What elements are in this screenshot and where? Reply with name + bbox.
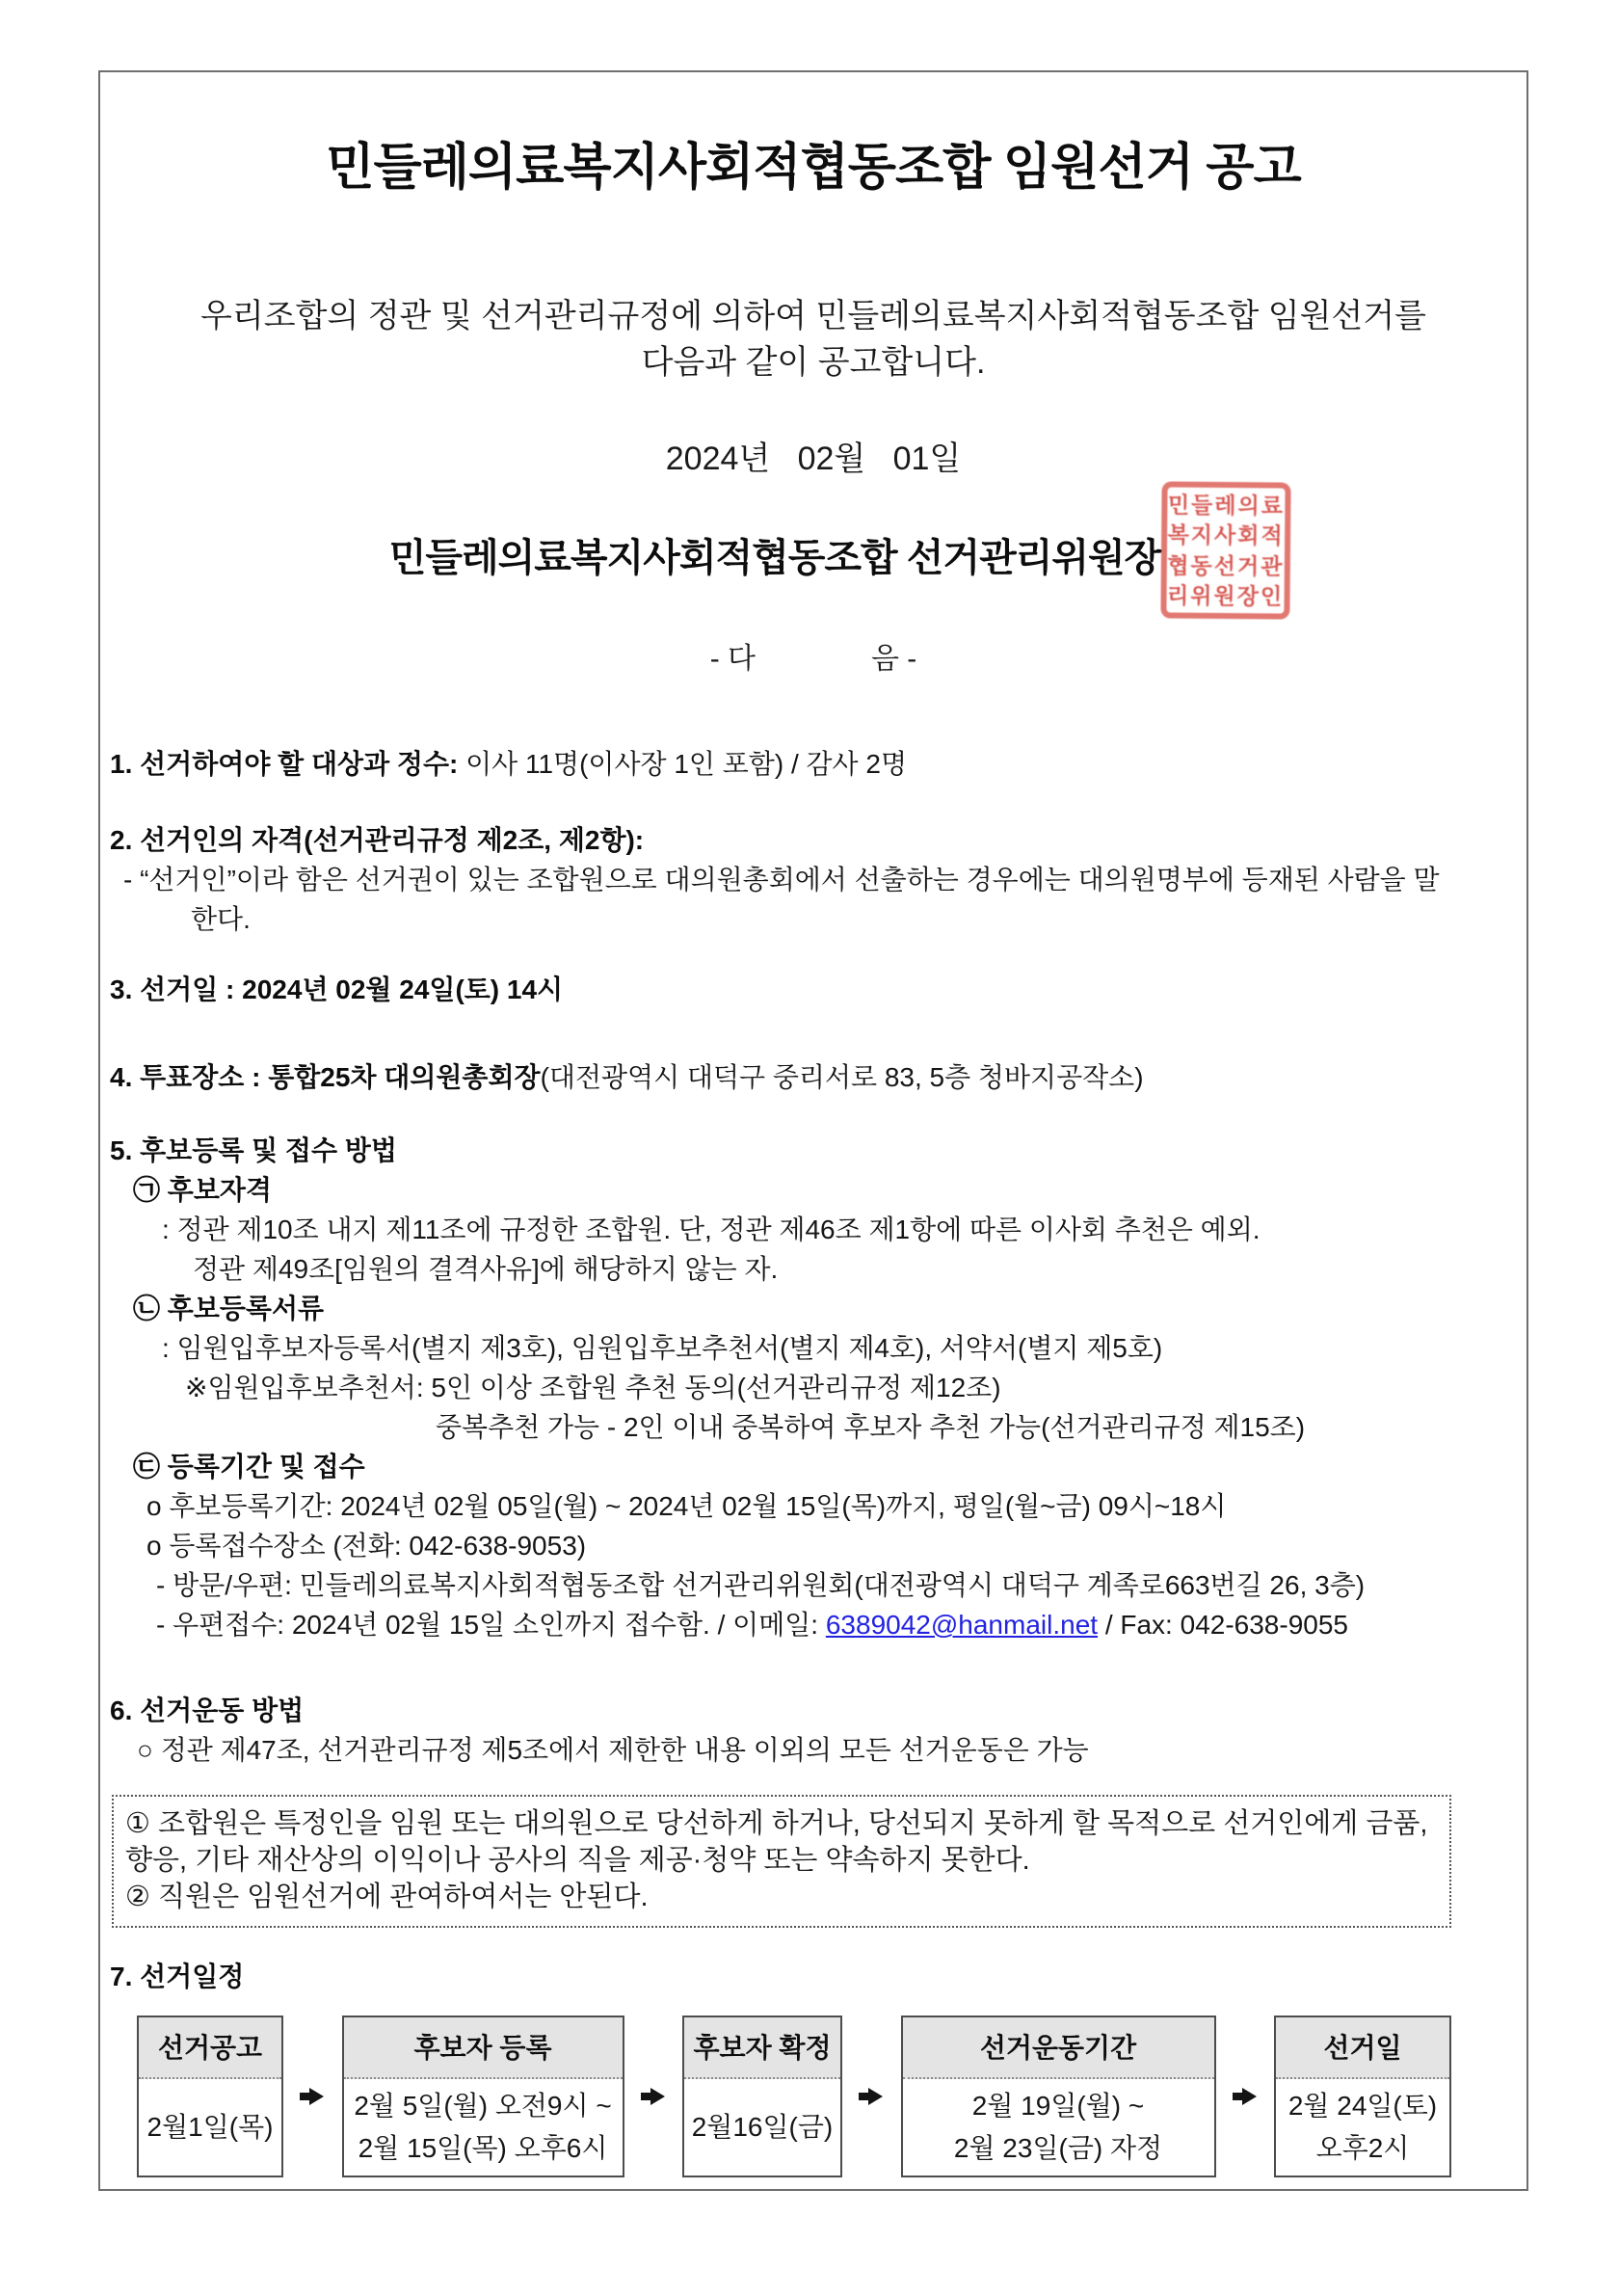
mail-line-prefix: - 우편접수: 2024년 02월 15일 소인까지 접수함. / 이메일: [156,1610,826,1640]
election-schedule-flow [137,2016,1451,2177]
section-5a-line-2: 정관 제49조[임원의 결격사유]에 해당하지 않는 자. [193,1254,779,1284]
section-4 [110,1057,1482,1097]
section-5b-line-2: ※임원입후보추천서: 5인 이상 조합원 추천 동의(선거관리규정 제12조) [185,1373,1001,1402]
issuer-title: 민들레의료복지사회적협동조합 선거관리위원장 [388,537,1161,579]
section-5 [110,1131,1482,1644]
section-7-heading: 7. 선거일정 [110,1962,245,1991]
flow-step-title: 후보자 등록 [344,2017,623,2079]
section-6 [110,1691,1482,1770]
page-title: 민들레의료복지사회적협동조합 임원선거 공고 [326,140,1301,196]
flow-step-line: 2월 19일(월) ~ [971,2091,1145,2121]
seal-row: 복지사회적 [1167,521,1285,548]
announcement-date: 2024년 02월 01일 [665,441,962,477]
section-2-heading: 2. 선거인의 자격(선거관리규정 제2조, 제2항): [110,825,645,855]
flow-step-title: 후보자 확정 [684,2017,840,2079]
flow-step-title: 선거공고 [139,2017,281,2079]
email-link[interactable]: 6389042@hanmail.net [825,1610,1099,1640]
flow-step-announcement [137,2016,283,2177]
section-5c-heading: ㉢ 등록기간 및 접수 [133,1452,365,1482]
section-5-heading: 5. 후보등록 및 접수 방법 [110,1135,397,1165]
flow-step-line: 2월 5일(월) 오전9시 ~ [354,2091,612,2121]
section-2-line-2: 한다. [191,904,251,934]
section-6-line-1: ○ 정관 제47조, 선거관리규정 제5조에서 제한한 내용 이외의 모든 선거운동은 가능 [137,1735,1089,1765]
section-4-value: (대전광역시 대덕구 중리서로 83, 5층 청바지공작소) [540,1062,1144,1092]
section-5c-line-2: o 등록접수장소 (전화: 042-638-9053) [146,1531,587,1561]
announcement-page [98,70,1528,2191]
intro-paragraph [100,293,1526,386]
body-sections [100,744,1526,2177]
section-3-heading: 3. 선거일 : 2024년 02월 24일(토) 14시 [110,974,564,1004]
notice-line-1: ① 조합원은 특정인을 임원 또는 대의원으로 당선하게 하거나, 당선되지 못하게 할 목적으로 선거인에게 금품, [125,1808,1428,1839]
flow-step-line: 2월1일(목) [146,2112,274,2142]
section-5b-heading: ㉡ 후보등록서류 [133,1294,325,1323]
flow-step-campaign-period [901,2016,1216,2177]
section-5c-line-1: o 후보등록기간: 2024년 02월 05일(월) ~ 2024년 02월 15일(목)까지, 평일(월~금) 09시~18시 [146,1491,1227,1521]
arrow-right-icon [1233,2088,1258,2105]
flow-step-election-day [1274,2016,1451,2177]
section-2-line-1: - “선거인”이라 함은 선거권이 있는 조합원으로 대의원총회에서 선출하는 경우에는 대의원명부에 등재된 사람을 말 [123,865,1440,894]
flow-step-line: 2월16일(금) [691,2112,834,2142]
section-5b-line-3: 중복추천 가능 - 2인 이내 중복하여 후보자 추천 가능(선거관리규정 제15조) [436,1412,1306,1442]
section-5c-line-3: - 방문/우편: 민들레의료복지사회적협동조합 선거관리위원회(대전광역시 대덕구 계족로663번길 26, 3층) [156,1570,1366,1600]
section-1-value: 이사 11명(이사장 1인 포함) / 감사 2명 [458,749,907,779]
flow-step-line: 오후2시 [1315,2133,1410,2163]
section-5a-line-1: : 정관 제10조 내지 제11조에 규정한 조합원. 단, 정관 제46조 제1항에 따른 이사회 추천은 예외. [162,1215,1261,1244]
seal-row: 리위원장인 [1166,582,1285,609]
section-5b-line-1: : 임원입후보자등록서(별지 제3호), 임원입후보추천서(별지 제4호), 서약서(별지 제5호) [162,1333,1163,1363]
notice-line-2: 향응, 기타 재산상의 이익이나 공사의 직을 제공·청약 또는 약속하지 못한다. [125,1845,1030,1876]
flow-step-line: 2월 24일(토) [1287,2091,1438,2121]
section-1-heading: 1. 선거하여야 할 대상과 정수: [110,749,459,779]
seal-row: 협동선거관 [1167,552,1285,579]
flow-arrow-cell [624,2016,683,2177]
arrow-right-icon [859,2088,884,2105]
section-6-heading: 6. 선거운동 방법 [110,1695,305,1725]
section-5c-line-4 [110,1605,1482,1644]
flow-step-line: 2월 15일(목) 오후6시 [358,2133,608,2163]
section-2 [110,820,1482,939]
election-restrictions-box [112,1795,1451,1928]
arrow-right-icon [300,2088,325,2105]
flow-step-candidate-confirmation [682,2016,842,2177]
flow-step-candidate-registration [342,2016,624,2177]
flow-arrow-cell [842,2016,901,2177]
section-1 [110,744,1482,784]
notice-line-3: ② 직원은 임원선거에 관여하여서는 안된다. [125,1882,649,1912]
flow-step-title: 선거일 [1276,2017,1449,2079]
seal-row: 민들레의료 [1167,492,1286,519]
daum-separator: - 다 음 - [709,643,917,675]
mail-line-suffix: / Fax: 042-638-9055 [1098,1610,1348,1640]
flow-arrow-cell [283,2016,342,2177]
flow-step-title: 선거운동기간 [903,2017,1214,2079]
section-5a-heading: ㉠ 후보자격 [133,1175,272,1205]
arrow-right-icon [641,2088,666,2105]
intro-line-1: 우리조합의 정관 및 선거관리규정에 의하여 민들레의료복지사회적협동조합 임원선거를 [200,298,1426,334]
flow-arrow-cell [1216,2016,1275,2177]
official-seal-stamp [1160,481,1290,619]
section-4-heading: 4. 투표장소 : 통합25차 대의원총회장 [110,1062,541,1092]
flow-step-line: 2월 23일(금) 자정 [953,2133,1163,2163]
intro-line-2: 다음과 같이 공고합니다. [641,344,986,381]
